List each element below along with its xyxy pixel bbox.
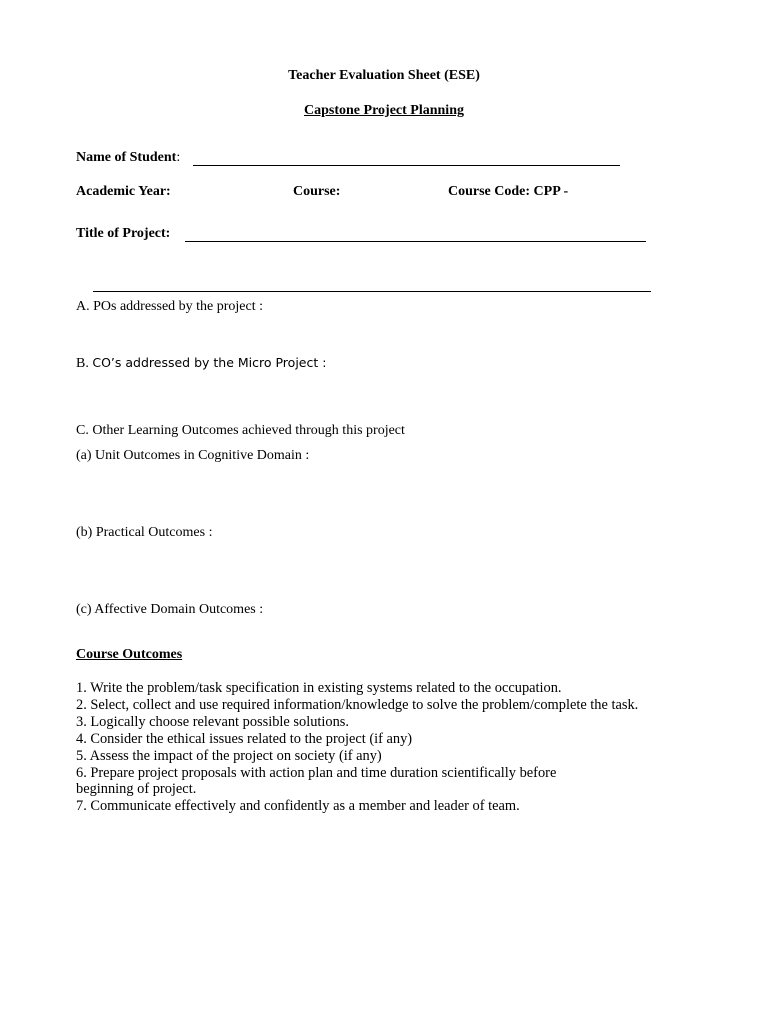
course-outcome-item: 7. Communicate effectively and confidently as a member and leader of team. [76,798,520,814]
student-name-colon: : [176,150,181,165]
document-subtitle: Capstone Project Planning [304,103,464,118]
course-outcome-item: 2. Select, collect and use required information/knowledge to solve the problem/complete the task. [76,697,639,713]
section-b-prefix: B. [76,356,93,371]
course-code-label: Course Code: CPP - [448,184,569,199]
section-c-affective: (c) Affective Domain Outcomes : [76,602,264,617]
section-b-cos [76,355,326,372]
course-outcome-item: 6. Prepare project proposals with action plan and time duration scientifically before [76,765,557,781]
student-name-label-text: Name of Student [76,150,177,165]
section-c-other-outcomes: C. Other Learning Outcomes achieved through this project [76,423,405,438]
course-outcome-item: 1. Write the problem/task specification in existing systems related to the occupation. [76,680,562,696]
course-label: Course: [293,184,341,199]
course-outcome-item: 5. Assess the impact of the project on society (if any) [76,748,382,764]
project-title-field[interactable] [185,241,646,242]
section-b-text: CO’s addressed by the Micro Project : [92,355,327,370]
course-outcomes-heading: Course Outcomes [76,647,183,662]
project-title-label: Title of Project: [76,226,171,241]
section-c-cognitive: (a) Unit Outcomes in Cognitive Domain : [76,448,310,463]
academic-year-label: Academic Year: [76,184,171,199]
section-a-pos: A. POs addressed by the project : [76,299,264,314]
document-title: Teacher Evaluation Sheet (ESE) [288,68,480,83]
section-c-practical: (b) Practical Outcomes : [76,525,213,540]
course-outcome-item-continued: beginning of project. [76,781,197,797]
student-name-label [76,150,180,166]
student-name-field[interactable] [193,165,620,166]
course-outcome-item: 3. Logically choose relevant possible solutions. [76,714,349,730]
project-title-field-continued[interactable] [93,291,651,292]
course-outcome-item: 4. Consider the ethical issues related to the project (if any) [76,731,413,747]
